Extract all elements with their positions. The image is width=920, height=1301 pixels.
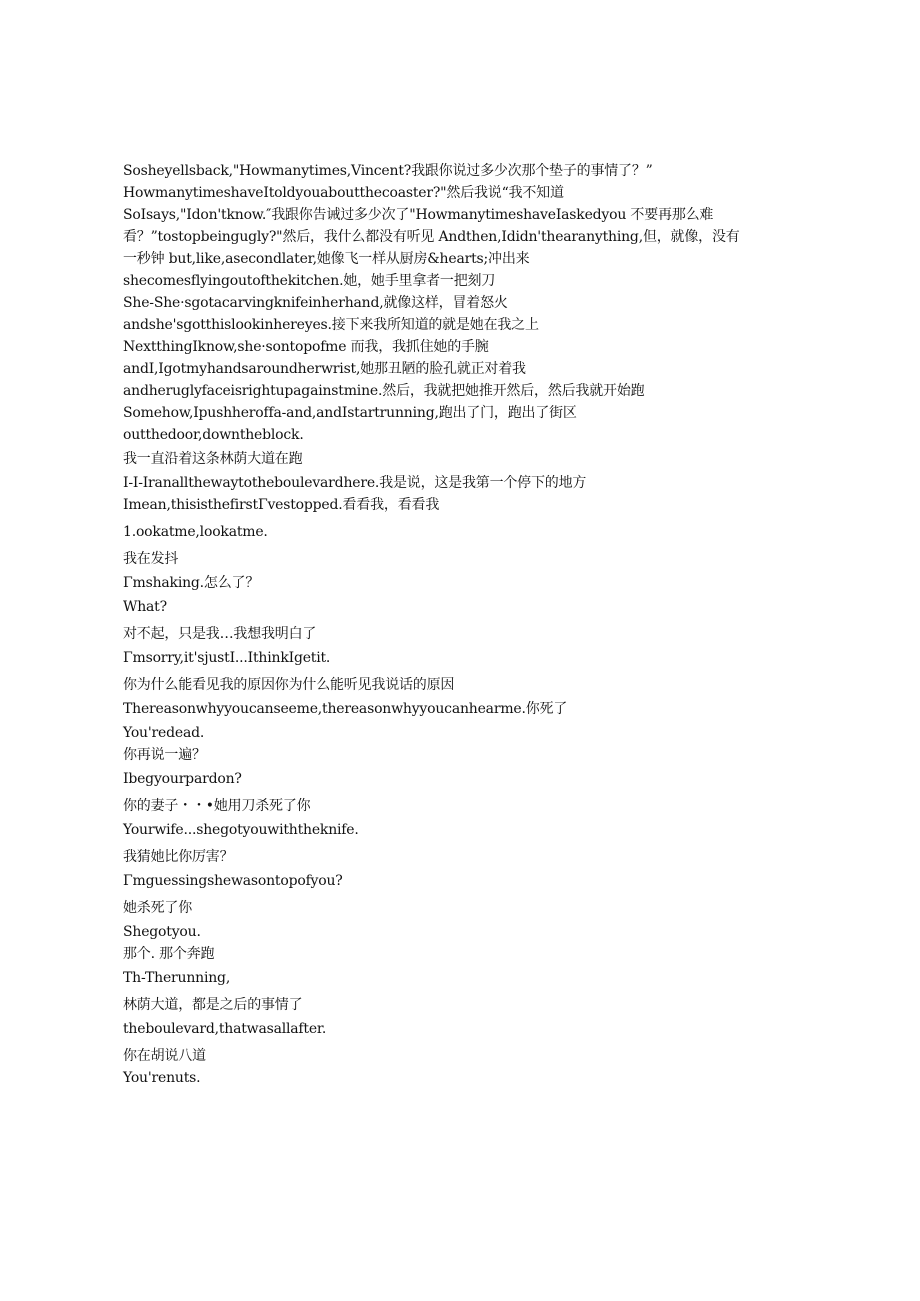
text-line: I-I-Iranallthewaytotheboulevardhere.我是说，这是我第一个停下的地方	[123, 475, 587, 491]
text-line: Thereasonwhyyoucanseeme,thereasonwhyyoucanhearme.你死了	[123, 701, 568, 717]
text-line: SoIsays,"Idon'tknow.″我跟你告诫过多少次了"HowmanytimeshaveIaskedyou 不要再那么难	[123, 207, 714, 223]
text-line: 你在胡说八道	[123, 1048, 206, 1064]
text-line: Γmguessingshewasontopofyou?	[123, 873, 343, 889]
text-line: 1.ookatme,lookatme.	[123, 524, 268, 540]
text-line: Somehow,Ipushheroffa-and,andIstartrunning,跑出了门，跑出了街区	[123, 405, 577, 421]
text-line: Th-Therunning,	[123, 970, 231, 986]
text-line: 我猜她比你厉害？	[123, 849, 234, 865]
text-line: Yourwife...shegotyouwiththeknife.	[123, 822, 359, 838]
text-line: She-She·sgotacarvingknifeinherhand,就像这样，冒着怒火	[123, 295, 508, 311]
text-line: What?	[123, 599, 167, 615]
text-line: Ibegyourpardon?	[123, 771, 242, 787]
text-line: Γmshaking.怎么了？	[123, 575, 260, 591]
text-line: 一秒钟 but,like,asecondlater,她像飞一样从厨房&hearts;冲出来	[123, 251, 530, 267]
text-line: 那个. 那个奔跑	[123, 946, 215, 962]
text-line: 我一直沿着这条林荫大道在跑	[123, 451, 303, 467]
text-line: andheruglyfaceisrightupagainstmine.然后，我就把她推开然后，然后我就开始跑	[123, 383, 645, 399]
text-line: 你为什么能看见我的原因你为什么能听见我说话的原因	[123, 677, 455, 693]
text-line: HowmanytimeshaveItoldyouaboutthecoaster?"然后我说“我不知道	[123, 185, 564, 201]
text-line: NextthingIknow,she·sontopofme 而我，我抓住她的手腕	[123, 339, 489, 355]
text-line: Γmsorry,it'sjustI...IthinkIgetit.	[123, 650, 331, 666]
text-line: theboulevard,thatwasallafter.	[123, 1021, 327, 1037]
text-line: 她杀死了你	[123, 900, 192, 916]
text-line: outthedoor,downtheblock.	[123, 427, 304, 443]
text-line: andshe'sgotthislookinhereyes.接下来我所知道的就是她在我之上	[123, 317, 539, 333]
text-line: shecomesflyingoutofthekitchen.她，她手里拿者一把刻刀	[123, 273, 496, 289]
text-line: 你再说一遍？	[123, 747, 206, 763]
text-line: 你的妻子・・•她用刀杀死了你	[123, 798, 311, 814]
subtitle-text-block	[123, 160, 883, 1089]
text-line: andI,Igotmyhandsaroundherwrist,她那丑陋的脸孔就正对着我	[123, 361, 526, 377]
text-line: Imean,thisisthefirstΓvestopped.看看我，看看我	[123, 497, 440, 513]
text-line: 看？”tostopbeingugly?"然后，我什么都没有听见 Andthen,Ididn'thearanything,但，就像，没有	[123, 229, 740, 245]
text-line: 我在发抖	[123, 551, 179, 567]
text-line: 对不起，只是我…我想我明白了	[123, 626, 317, 642]
text-line: Sosheyellsback,"Howmanytimes,Vincent?我跟你说过多少次那个垫子的事情了？”	[123, 163, 653, 179]
text-line: 林荫大道，都是之后的事情了	[123, 997, 303, 1013]
text-line: You'renuts.	[123, 1070, 201, 1086]
text-line: You'redead.	[123, 725, 205, 741]
text-line: Shegotyou.	[123, 924, 201, 940]
